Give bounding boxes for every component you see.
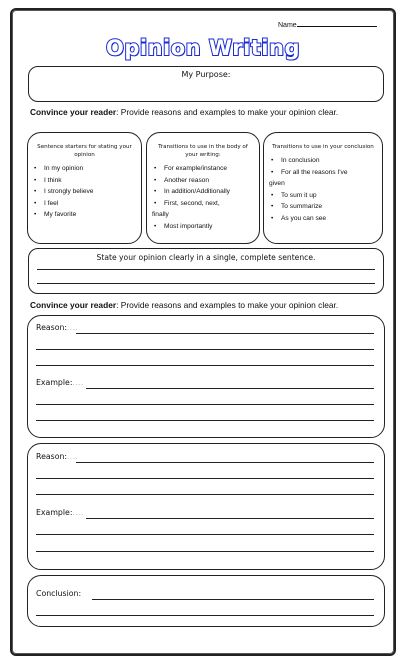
list-item: • I feel — [44, 198, 137, 210]
writing-line[interactable] — [36, 534, 374, 535]
writing-line[interactable] — [36, 404, 374, 405]
conclusion-label: Conclusion: — [36, 589, 82, 598]
writing-line[interactable] — [37, 269, 375, 270]
list-item-continuation: finally — [152, 211, 169, 219]
name-label: Name — [278, 22, 297, 29]
reason-box-1[interactable] — [27, 315, 385, 438]
list-item: • In conclusion — [281, 155, 378, 167]
writing-line[interactable] — [36, 494, 374, 495]
list-item-continuation: given — [269, 180, 285, 188]
list-item: • I strongly believe — [44, 186, 137, 198]
list-item: • As you can see — [281, 213, 378, 225]
writing-line[interactable] — [36, 365, 374, 366]
conclusion-box[interactable] — [27, 575, 385, 627]
list-item: • For example/instance — [164, 163, 255, 175]
purpose-box[interactable] — [28, 66, 384, 102]
list-item: • My favorite — [44, 209, 137, 221]
name-field[interactable] — [278, 22, 377, 29]
opinion-prompt: State your opinion clearly in a single, complete sentence. — [96, 253, 316, 262]
reason-label: Reason:.... — [36, 452, 79, 461]
writing-line[interactable] — [86, 388, 374, 389]
list-item: • Another reason — [164, 175, 255, 187]
instruction-rest: : Provide reasons and examples to make your opinion clear. — [116, 107, 339, 117]
instruction-bottom — [30, 300, 338, 310]
instruction-top — [30, 107, 338, 117]
body-transitions-box — [146, 132, 260, 244]
example-label: Example:.... — [36, 508, 85, 517]
list-item: • Most importantly — [164, 221, 255, 233]
list-item: • For all the reasons I've — [281, 167, 378, 179]
writing-line[interactable] — [86, 518, 374, 519]
writing-line[interactable] — [76, 462, 374, 463]
writing-line[interactable] — [36, 551, 374, 552]
column-heading: Transitions to use in the body of your writing: — [158, 144, 248, 159]
writing-line[interactable] — [36, 349, 374, 350]
instruction-bold: Convince your reader — [30, 107, 117, 117]
reason-box-2[interactable] — [27, 443, 385, 570]
list-item: • In my opinion — [44, 163, 137, 175]
instruction-rest: : Provide reasons and examples to make your opinion clear. — [116, 300, 339, 310]
writing-line[interactable] — [37, 283, 375, 284]
purpose-label: My Purpose: — [181, 70, 231, 79]
list-item: • I think — [44, 175, 137, 187]
writing-line[interactable] — [36, 420, 374, 421]
column-heading: Sentence starters for stating your opinion — [37, 144, 132, 159]
example-label: Example:.... — [36, 378, 85, 387]
instruction-bold: Convince your reader — [30, 300, 117, 310]
writing-line[interactable] — [76, 333, 374, 334]
list-item: • First, second, next, — [164, 198, 255, 210]
opinion-starters-box — [27, 132, 142, 244]
list-item: • To summarize — [281, 201, 378, 213]
column-heading: Transitions to use in your conclusion — [272, 144, 374, 150]
name-blank[interactable] — [297, 26, 377, 27]
writing-line[interactable] — [36, 615, 374, 616]
page-title: Opinion Writing — [106, 36, 300, 60]
list-item: • To sum it up — [281, 190, 378, 202]
reason-label: Reason:.... — [36, 323, 79, 332]
opinion-statement-box[interactable] — [28, 248, 384, 294]
conclusion-transitions-box — [263, 132, 383, 244]
writing-line[interactable] — [92, 599, 374, 600]
writing-line[interactable] — [36, 478, 374, 479]
list-item: • In addition/Additionally — [164, 186, 255, 198]
